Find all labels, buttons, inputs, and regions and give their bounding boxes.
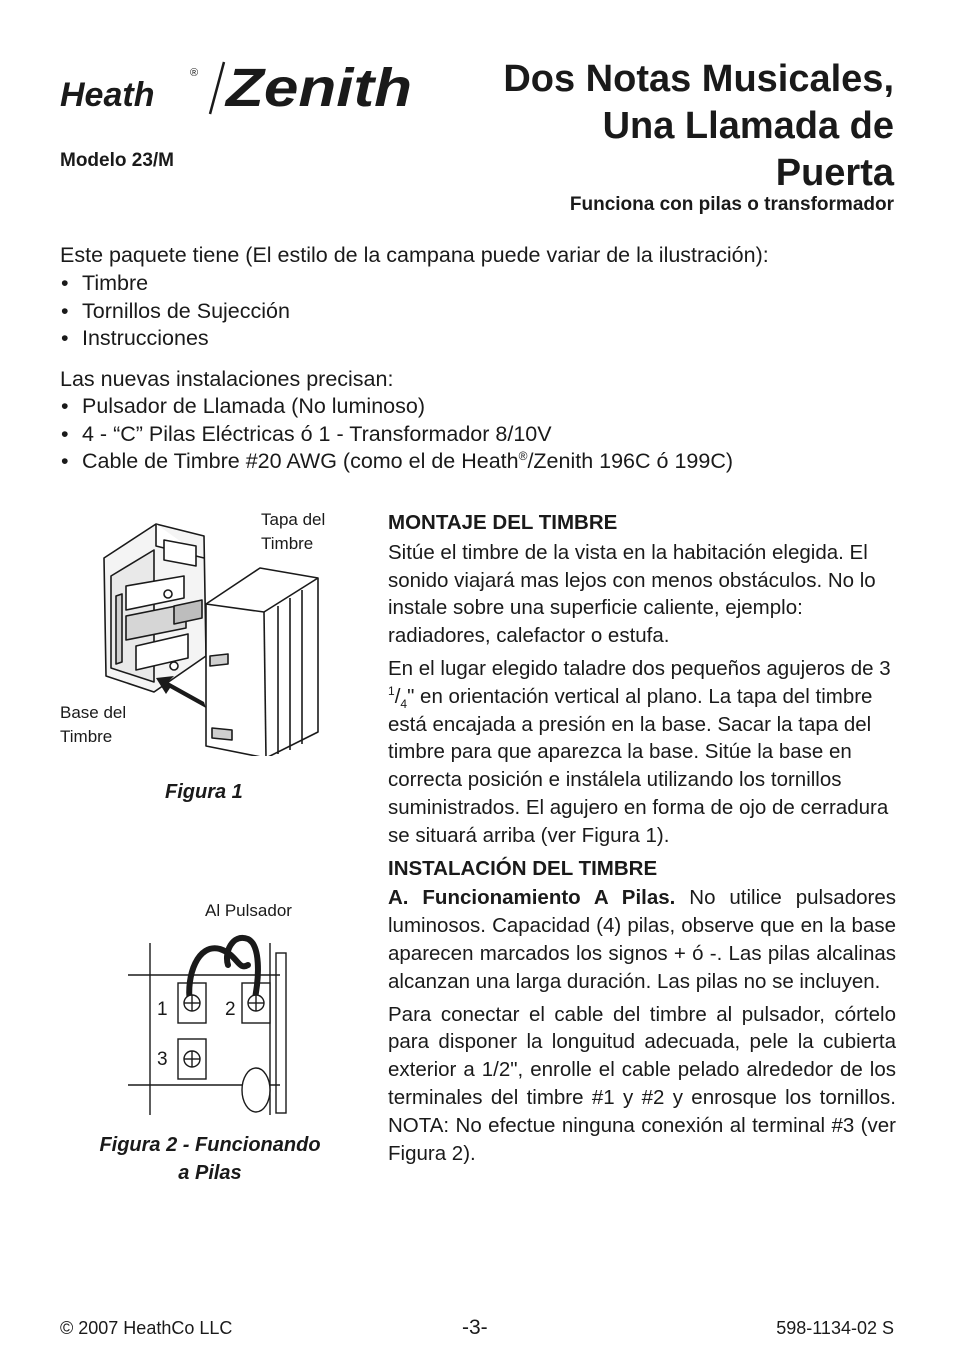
list-item: • Timbre <box>60 270 290 298</box>
logo-heath-text: Heath <box>60 76 155 114</box>
title-line-1: Dos Notas Musicales, <box>503 58 894 100</box>
figure-2-caption <box>70 1131 350 1187</box>
list-item: • Instrucciones <box>60 325 290 353</box>
list-item <box>60 448 733 476</box>
mounting-heading: MONTAJE DEL TIMBRE <box>388 511 618 534</box>
figure-2-wiring-diagram <box>120 925 310 1125</box>
label-to-button: Al Pulsador <box>205 901 292 920</box>
instructions-column <box>388 509 896 1172</box>
list-item: • Tornillos de Sujección <box>60 298 290 326</box>
item3-pre: Cable de Timbre #20 AWG (como el de Heath <box>82 449 519 474</box>
contents-intro: Este paquete tiene (El estilo de la campana puede variar de la ilustración): <box>60 243 769 267</box>
label-chime-cover <box>261 508 325 556</box>
title-line-3: Puerta <box>775 152 894 194</box>
list-item: • Pulsador de Llamada (No luminoso) <box>60 393 733 421</box>
label-line: Base del <box>60 703 127 722</box>
label-line: Timbre <box>261 534 314 553</box>
battery-operation-title: A. Funcionamiento A Pilas. <box>388 886 676 910</box>
logo-slash <box>210 62 224 114</box>
label-line: Timbre <box>60 727 113 746</box>
battery-operation-text: No utilice pulsadores luminosos. Capacidad (4) pilas, observe que en la base aparecen marcados los signos + ó -. Las pilas alcalinas alcanzan una larga duración. Las pilas no se incluyen. <box>388 886 896 993</box>
terminal-1-label: 1 <box>157 999 168 1020</box>
title-line-2: Una Llamada de <box>602 105 894 147</box>
requirements-list <box>60 393 733 476</box>
caption-line: Figura 2 - Funcionando <box>99 1134 321 1156</box>
installation-heading: INSTALACIÓN DEL TIMBRE <box>388 856 658 880</box>
label-line: Tapa del <box>261 510 326 529</box>
fraction-numerator: 1 <box>388 683 395 698</box>
mounting-paragraph-2: En el lugar elegido taladre dos pequeños agujeros de 3 $^1/_4$" en orientación vertical al plano. La tapa del timbre está encajada a presión en la base. Sacar la tapa del timbre para que aparezca la base. Sitúe la base en correcta posición e instálela utilizando los tornillos suministrados. El agujero en forma de ojo de cerradura se situará arriba (ver Figura 1). <box>388 656 891 847</box>
list-item: • 4 - “C” Pilas Eléctricas ó 1 - Transformador 8/10V <box>60 421 733 449</box>
terminal-2-label: 2 <box>225 999 236 1020</box>
copyright: © 2007 HeathCo LLC <box>60 1318 233 1338</box>
requirements-intro: Las nuevas instalaciones precisan: <box>60 367 394 391</box>
p2-pre: En el lugar elegido taladre dos pequeños agujeros de 3 <box>388 656 891 680</box>
contents-list <box>60 270 290 353</box>
figure-1-caption: Figura 1 <box>165 781 243 803</box>
p2-post: " en orientación vertical al plano. La tapa del timbre está encajada a presión en la base. Sacar la tapa del timbre para que aparezca la base. Sitúe la base en correcta posición e instálela utilizando los tornillos suministrados. El agujero en forma de ojo de cerradura se situará arriba (ver Figura 1). <box>388 684 889 847</box>
item3-post: /Zenith 196C ó 199C) <box>527 449 733 474</box>
heath-zenith-logo <box>58 52 418 122</box>
logo-registered-mark: ® <box>190 67 199 79</box>
page-title <box>434 56 894 197</box>
mounting-paragraph-1: Sitúe el timbre de la vista en la habitación elegida. El sonido viajará mas lejos con menos obstáculos. No lo instale sobre una superficie caliente, ejemplo: radiadores, calefactor o estufa. <box>388 540 876 648</box>
registered-mark: ® <box>518 449 528 464</box>
label-chime-base <box>60 701 126 749</box>
logo-zenith-text: Zenith <box>223 58 412 118</box>
caption-line: a Pilas <box>178 1162 242 1184</box>
installation-paragraph-1 <box>388 884 896 995</box>
terminal-3-label: 3 <box>157 1049 168 1070</box>
fraction-denominator: 4 <box>400 696 408 711</box>
document-number: 598-1134-02 S <box>776 1318 894 1338</box>
installation-paragraph-2: Para conectar el cable del timbre al pulsador, córtelo para disponer la longuitud adecuada, pele la cubierta exterior a 1/2", enrolle el cable pelado alrededor de los terminales del timbre #1 y #2 y enrosque los tornillos. NOTA: No efectue ninguna conexión al terminal #3 (ver Figura 2). <box>388 1002 896 1165</box>
subtitle: Funciona con pilas o transformador <box>569 194 894 215</box>
model-number: Modelo 23/M <box>60 150 175 171</box>
page-number: -3- <box>462 1316 488 1339</box>
